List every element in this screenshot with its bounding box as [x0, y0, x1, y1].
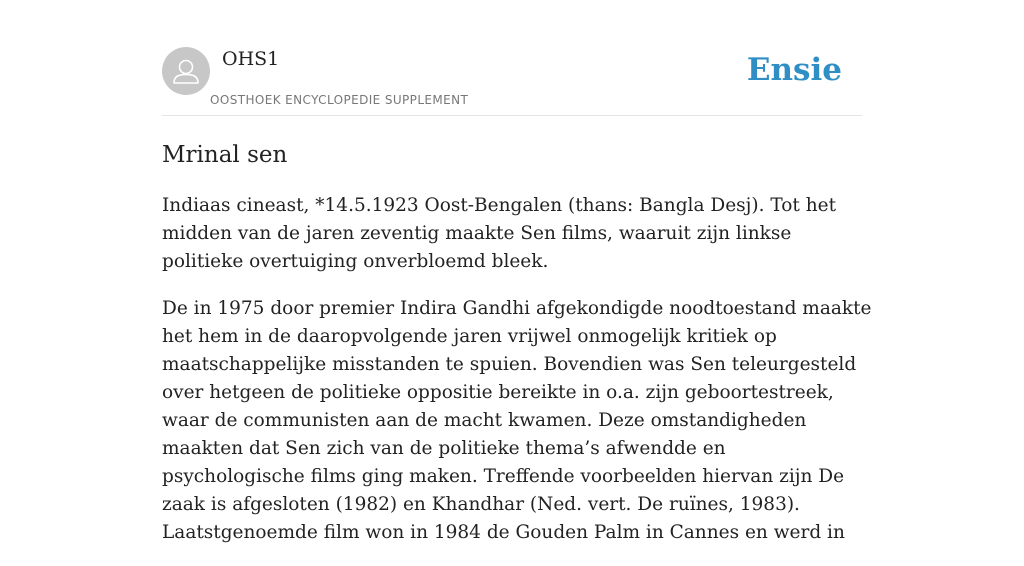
article-title: Mrinal sen	[162, 142, 288, 168]
author-avatar[interactable]	[162, 47, 210, 95]
article-header	[162, 47, 862, 116]
source-label[interactable]: OOSTHOEK ENCYCLOPEDIE SUPPLEMENT	[210, 93, 469, 107]
user-icon	[162, 47, 210, 95]
article-paragraph: Indiaas cineast, *14.5.1923 Oost-Bengalen (thans: Bangla Desj). Tot het midden van de jaren zeventig maakte Sen films, waaruit zijn linkse politieke overtuiging onverbloemd bleek.	[162, 195, 837, 272]
site-logo[interactable]: Ensie	[746, 52, 842, 88]
author-name[interactable]: OHS1	[222, 48, 280, 70]
article-paragraph: De in 1975 door premier Indira Gandhi afgekondigde noodtoestand maakte het hem in de daaropvolgende jaren vrijwel onmogelijk kritiek op maatschappelijke misstanden te spuien. Bovendien was Sen teleurgesteld over hetgeen de politieke oppositie bereikte in o.a. zijn geboortestreek, waar de communisten aan de macht kwamen. Deze omstandigheden maakten dat Sen zich van de politieke thema’s afwendde en psychologische films ging maken. Treffende voorbeelden hiervan zijn De zaak is afgesloten (1982) en Khandhar (Ned. vert. De ruïnes, 1983). Laatstgenoemde film won in 1984 de Gouden Palm in Cannes en werd in	[162, 298, 872, 543]
article-body	[162, 192, 874, 566]
